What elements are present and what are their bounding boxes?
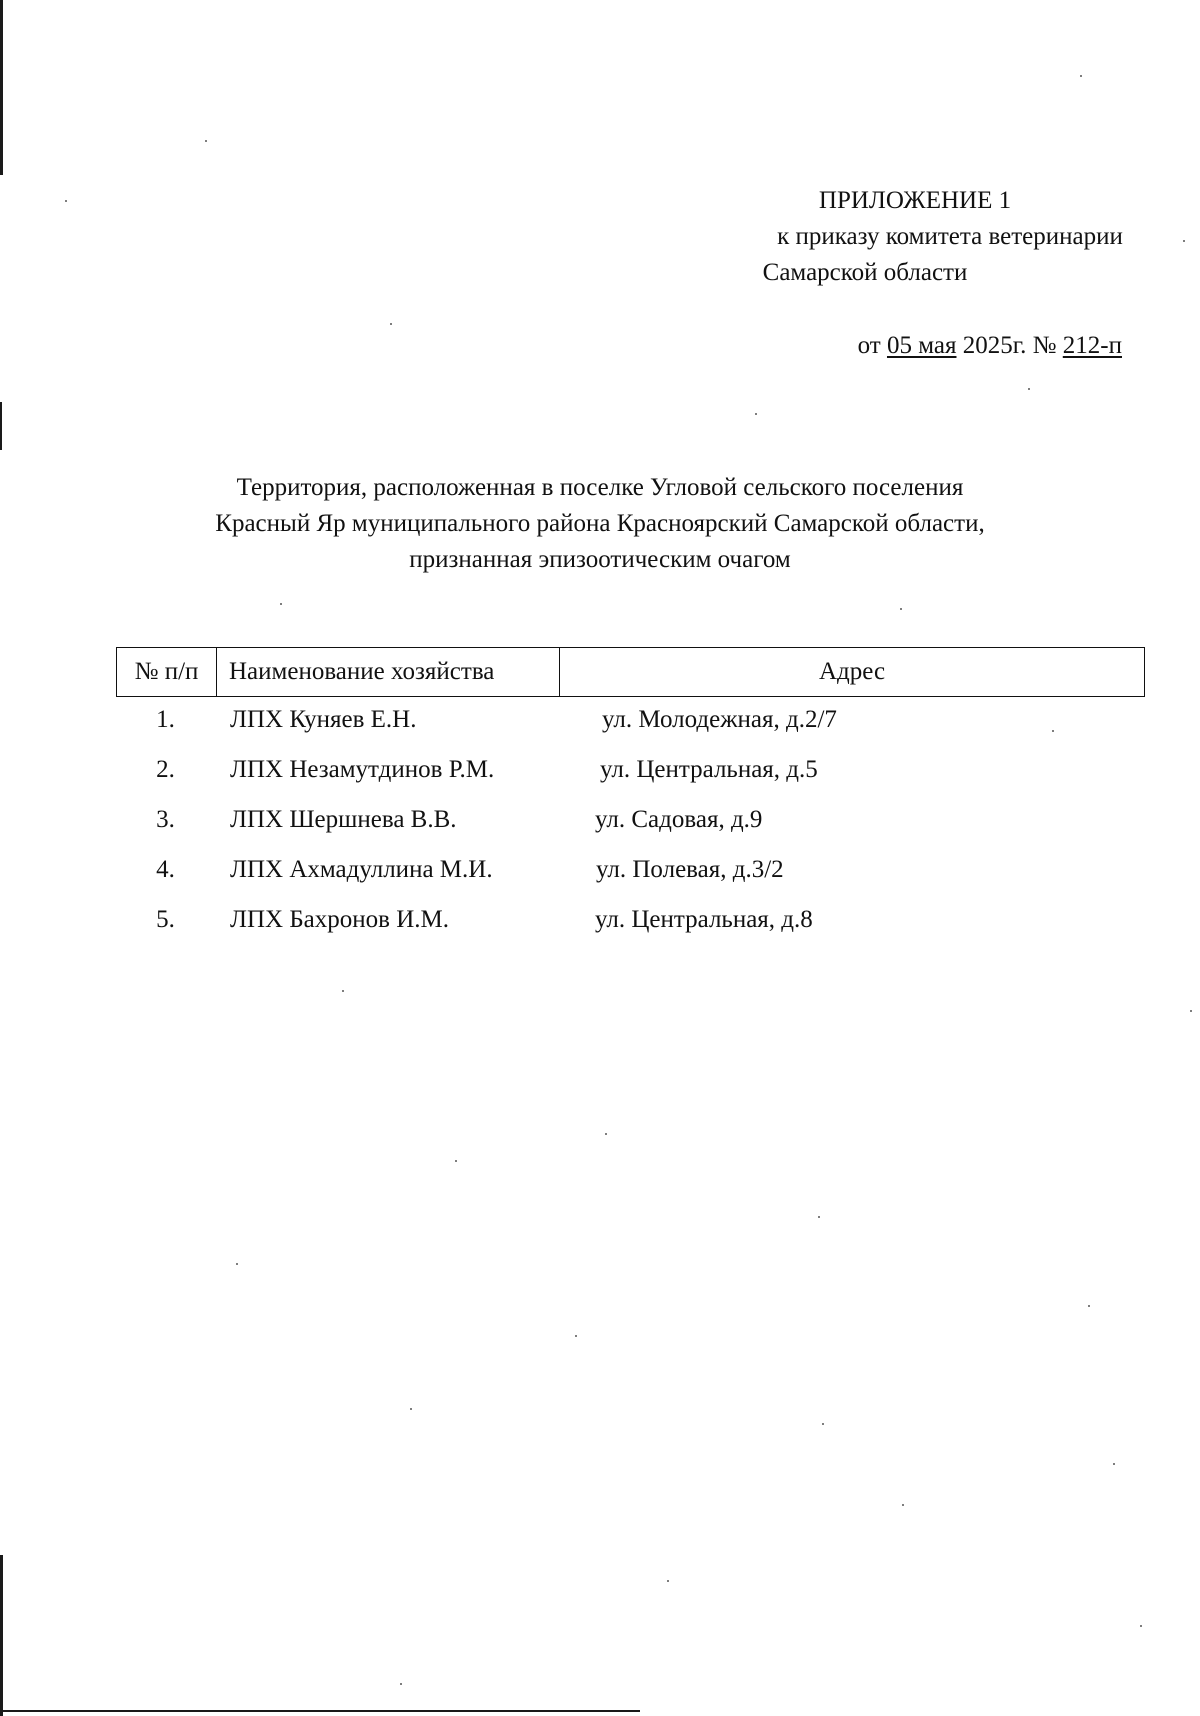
scan-speck [1113, 1463, 1115, 1465]
scan-speck [755, 413, 757, 415]
table-header [116, 647, 1145, 697]
scan-speck [205, 140, 207, 142]
scan-speck [1088, 1305, 1090, 1307]
table-row [116, 900, 1136, 940]
scan-speck [822, 1423, 824, 1425]
scan-speck [65, 200, 67, 202]
heading-line-3: признанная эпизоотическим очагом [409, 546, 791, 573]
row-farm-name: ЛПХ Бахронов И.М. [230, 906, 449, 933]
row-farm-name: ЛПХ Шершнева В.В. [230, 806, 457, 833]
scan-bottom-line [0, 1710, 640, 1712]
table-row [116, 850, 1136, 890]
row-number: 2. [156, 756, 175, 783]
row-address: ул. Центральная, д.5 [600, 756, 818, 783]
table-row [116, 700, 1136, 740]
scan-speck [667, 1580, 669, 1582]
scan-speck [575, 1335, 577, 1337]
scan-edge-mark [0, 1555, 3, 1716]
row-address: ул. Полевая, д.3/2 [596, 856, 784, 883]
order-number: 212-п [1062, 332, 1122, 359]
scan-speck [902, 1504, 904, 1506]
scan-speck [455, 1160, 457, 1162]
header-address: Адрес [560, 648, 1145, 697]
table-row [116, 750, 1136, 790]
row-number: 3. [156, 806, 175, 833]
scan-speck [605, 1133, 607, 1135]
row-number: 1. [156, 706, 175, 733]
row-farm-name: ЛПХ Незамутдинов Р.М. [230, 756, 495, 783]
row-address: ул. Садовая, д.9 [595, 806, 763, 833]
scan-speck [1028, 388, 1030, 390]
document-heading [150, 470, 1050, 578]
appendix-reference: к приказу комитета ветеринарии [777, 223, 1123, 250]
appendix-region: Самарской области [762, 259, 968, 286]
row-address: ул. Центральная, д.8 [595, 906, 813, 933]
row-number: 4. [156, 856, 175, 883]
scan-speck [400, 1683, 402, 1685]
scan-speck [900, 608, 902, 610]
order-date-number [858, 328, 1122, 364]
scan-speck [236, 1263, 238, 1265]
header-farm-name: Наименование хозяйства [217, 648, 560, 697]
row-farm-name: ЛПХ Куняев Е.Н. [230, 706, 417, 733]
appendix-title: ПРИЛОЖЕНИЕ 1 [818, 187, 1012, 214]
scan-speck [818, 1216, 820, 1218]
heading-line-2: Красный Яр муниципального района Красноярский Самарской области, [215, 510, 985, 537]
order-year: 2025г. № [962, 332, 1057, 359]
scan-edge-mark [0, 0, 3, 175]
scan-speck [342, 990, 344, 992]
scan-edge-mark [0, 402, 2, 450]
scan-speck [390, 323, 392, 325]
scan-speck [1140, 1625, 1142, 1627]
scan-speck [1080, 75, 1082, 77]
row-address: ул. Молодежная, д.2/7 [602, 706, 837, 733]
order-date: 05 мая [886, 332, 957, 359]
table-row [116, 800, 1136, 840]
row-farm-name: ЛПХ Ахмадуллина М.И. [230, 856, 493, 883]
order-prefix: от [857, 332, 881, 359]
header-number: № п/п [117, 648, 217, 697]
scan-speck [1190, 1010, 1192, 1012]
scan-speck [280, 603, 282, 605]
row-number: 5. [156, 906, 175, 933]
heading-line-1: Территория, расположенная в поселке Угловой сельского поселения [236, 474, 964, 501]
scan-speck [410, 1408, 412, 1410]
